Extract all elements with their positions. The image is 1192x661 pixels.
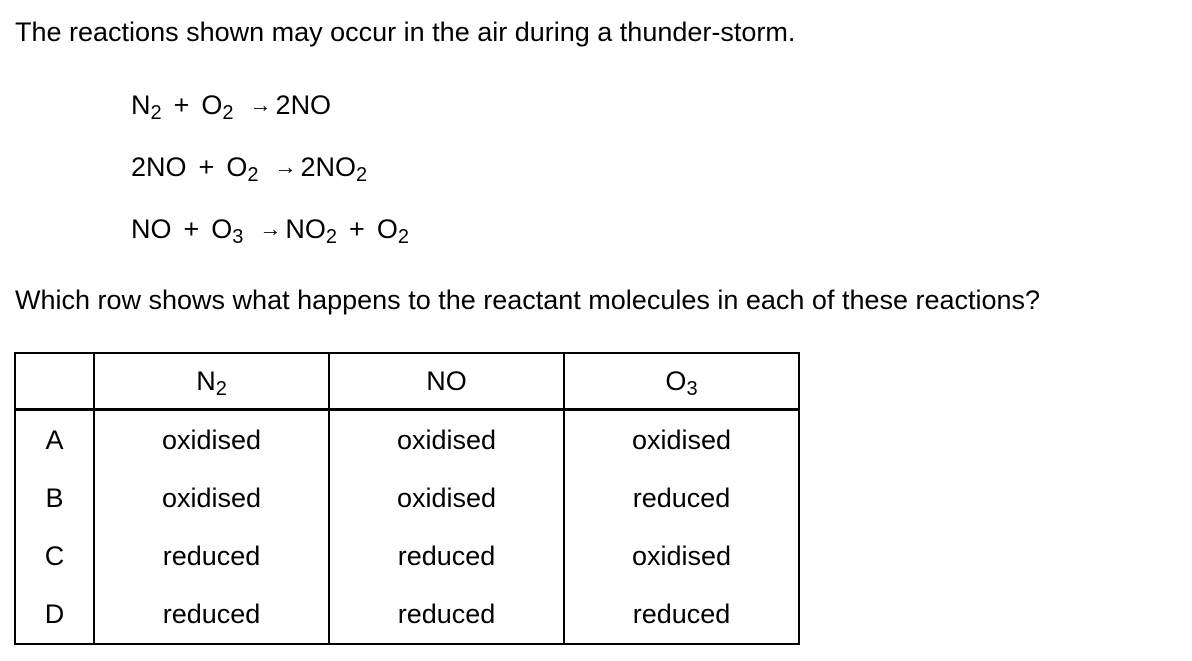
formula-subscript: 2 — [222, 102, 234, 124]
formula-text: O — [201, 90, 223, 120]
table-row — [15, 585, 799, 644]
formula-text: NO — [285, 214, 326, 244]
formula-text: NO — [131, 214, 172, 244]
formula-subscript: 2 — [247, 164, 259, 186]
formula-subscript: 2 — [215, 377, 227, 400]
row-letter: A — [15, 410, 94, 470]
table-cell: reduced — [329, 527, 564, 585]
question-text: Which row shows what happens to the reactant molecules in each of these reactions? — [15, 285, 1041, 315]
plus-sign: + — [198, 152, 215, 182]
intro-text: The reactions shown may occur in the air during a thunder-storm. — [15, 17, 796, 47]
formula-subscript: 3 — [686, 377, 698, 400]
formula-text: NO — [426, 365, 467, 396]
table-row — [15, 410, 799, 470]
formula-text: 2NO — [131, 152, 187, 182]
chemical-formula — [201, 90, 234, 124]
plus-sign: + — [173, 90, 190, 120]
plus-sign: + — [349, 214, 365, 244]
formula-text: 2NO — [275, 90, 332, 120]
formula-subscript: 2 — [150, 102, 162, 124]
table-cell: oxidised — [94, 469, 329, 527]
table-row — [15, 469, 799, 527]
chemical-formula — [276, 90, 332, 120]
table-body — [15, 410, 799, 645]
chemical-formula — [665, 365, 698, 400]
equation-list — [131, 87, 409, 273]
formula-text: O — [376, 214, 398, 244]
reaction-arrow-icon: → — [249, 92, 272, 117]
reaction-arrow-icon: → — [274, 154, 297, 179]
table-cell: oxidised — [94, 410, 329, 470]
header-cell — [94, 353, 329, 410]
chemical-formula — [131, 90, 162, 124]
table-cell: reduced — [564, 585, 799, 644]
header-cell — [329, 353, 564, 410]
table-cell: reduced — [94, 585, 329, 644]
formula-text: O — [226, 152, 248, 182]
chemical-formula — [131, 152, 187, 182]
header-blank — [15, 353, 94, 410]
table-row — [15, 527, 799, 585]
formula-subscript: 3 — [232, 226, 244, 248]
plus-sign: + — [183, 214, 200, 244]
equation — [131, 87, 409, 149]
row-letter: B — [15, 469, 94, 527]
equation — [131, 149, 409, 211]
table-cell: oxidised — [564, 527, 799, 585]
formula-subscript: 2 — [325, 226, 338, 248]
answer-table — [14, 352, 800, 645]
formula-text: N — [131, 90, 151, 120]
table-cell: oxidised — [329, 410, 564, 470]
chemical-formula — [196, 365, 227, 400]
chemical-formula — [426, 366, 467, 396]
table-cell: reduced — [329, 585, 564, 644]
chemical-formula — [226, 152, 259, 186]
formula-subscript: 2 — [397, 226, 409, 248]
table-cell: reduced — [564, 469, 799, 527]
chemical-formula — [211, 214, 244, 248]
row-letter: C — [15, 527, 94, 585]
equation — [131, 211, 409, 273]
formula-text: O — [665, 365, 687, 396]
header-cell — [564, 353, 799, 410]
chemical-formula — [376, 214, 409, 248]
formula-subscript: 2 — [355, 164, 368, 186]
table-cell: reduced — [94, 527, 329, 585]
chemical-formula — [285, 214, 338, 248]
table-cell: oxidised — [329, 469, 564, 527]
row-letter: D — [15, 585, 94, 644]
chemical-formula — [300, 152, 368, 186]
formula-text: O — [211, 214, 233, 244]
table-cell: oxidised — [564, 410, 799, 470]
formula-text: N — [196, 365, 216, 396]
reaction-arrow-icon: → — [259, 216, 282, 241]
chemical-formula — [131, 214, 172, 244]
table-header-row — [15, 353, 799, 410]
formula-text: 2NO — [300, 152, 356, 182]
